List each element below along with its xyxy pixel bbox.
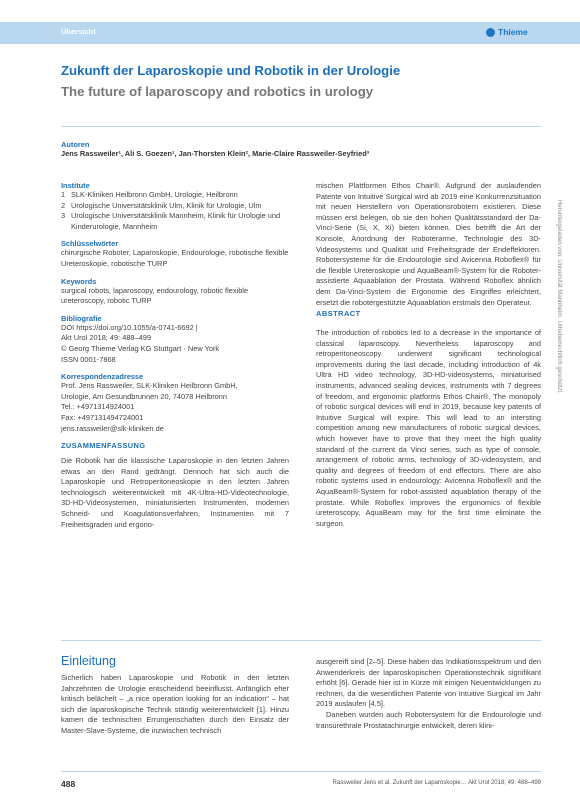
- footer-divider: [61, 771, 541, 772]
- einleitung-heading: Einleitung: [61, 654, 116, 668]
- correspondence-line: Prof. Jens Rassweiler, SLK-Kliniken Heilbronn GmbH,: [61, 381, 238, 391]
- journal-line: Akt Urol 2018; 49: 488–499: [61, 333, 151, 343]
- einleitung-paragraph: Daneben wurden auch Robotersystem für die Endourologie und transurethrale Prostatachirurgie entwickelt, deren klini-: [316, 709, 541, 730]
- issn-line: ISSN 0001-7868: [61, 354, 116, 364]
- keywords-de-text: chirurgische Roboter, Laparoskopie, Endourologie, robotische flexible Ureteroskopie, robotische TURP: [61, 248, 289, 268]
- footer-citation: Rassweiler Jens et al. Zukunft der Laparoskopie… Akt Urol 2018; 49: 488–499: [332, 780, 541, 786]
- affiliation-item: [61, 201, 289, 212]
- affiliation-number: 1: [61, 190, 66, 199]
- download-note: Heruntergeladen von: Universität Mannheim. Urheberrechtlich geschützt.: [556, 200, 562, 394]
- authors-block: [61, 140, 541, 160]
- copyright-line: © Georg Thieme Verlag KG Stuttgart · New York: [61, 343, 220, 353]
- correspondence-label: Korrespondenzadresse: [61, 372, 144, 382]
- correspondence-line: Urologie, Am Gesundbrunnen 20, 74078 Heilbronn: [61, 391, 227, 401]
- authors-label: Autoren: [61, 140, 90, 149]
- authors-names: Jens Rassweiler¹, Ali S. Goezen¹, Jan-Thorsten Klein², Marie-Claire Rassweiler-Seyfried³: [61, 149, 370, 158]
- affiliation-number: 2: [61, 200, 66, 210]
- section-divider: [61, 640, 541, 641]
- abstract-heading: ABSTRACT: [316, 309, 361, 318]
- section-tag: Übersicht: [61, 27, 96, 36]
- correspondence-fax: Fax: +497131494724001: [61, 412, 144, 422]
- einleitung-paragraph: ausgereift sind [2–5]. Diese haben das Indikationsspektrum und den Anwenderkreis der laparoskopischen Operationstechnik signifikant erhöht [6]. Gerade hier ist in Kürze mit einigen Neuentwicklungen zu rechnen, da die wesentlichen Patente von Intuitive Surgical im Jahr 2019 auslaufen [4,5].: [316, 657, 541, 709]
- institute-section: [61, 181, 289, 232]
- bibliography-section: [61, 314, 289, 365]
- einleitung-right-column: [316, 657, 541, 731]
- einleitung-left-column: [61, 673, 289, 737]
- affiliation-item: [61, 211, 289, 232]
- affiliation-text: Urologische Universitätsklinik Ulm, Klinik für Urologie, Ulm: [71, 200, 262, 210]
- thieme-logo-icon: [486, 28, 495, 37]
- einleitung-paragraph: Sicherlich haben Laparoskopie und Robotik in den letzten Jahrzehnten die Urologie entscheidend beeinflusst. Anfänglich eher kritisch belächelt – „a nice operation looking for an indication“ – hat sich die laparoskopische Technik ständig weiterentwickelt [1]. Hinzu kamen die technischen Errungenschaften durch den Einsatz der Master-Slave-Systeme, die inzwischen technisch: [61, 673, 289, 735]
- zusammenfassung-heading: ZUSAMMENFASSUNG: [61, 441, 146, 451]
- publisher-name: Thieme: [498, 27, 528, 37]
- keywords-de-section: [61, 239, 289, 269]
- keywords-en-label: Keywords: [61, 276, 97, 286]
- bibliography-label: Bibliografie: [61, 313, 102, 323]
- affiliation-text: Urologische Universitätsklinik Mannheim, Klinik für Urologie und Kinderurologie, Mannheim: [71, 211, 281, 231]
- abstract-column: [316, 181, 541, 529]
- abstract-text: The introduction of robotics led to a decrease in the importance of classical laparoscopy. Nevertheless laparoscopy and retroperitoneoscopy underwent significant technological improvements during the last decade, including introduction of 4k Ultra HD video technology, 3D-HD-videosystems, miniaturised instruments, advanced sealing devices, instruments with 7 degrees of freedom, and ergonomic platforms Ethos Chair®. The monopoly of robotic surgical devices will end in 2019, because key patents of Intuitive Surgical will expire. This will lead to an intersting competition among new manufacturers of robotic surgical devices, which however have to prove that they meet the high quality standard of the current da Vinci series, such as type of console, arrangement of robotic arms, technology of 3D-videosystem, and quality and degrees of freedom of end effectors. There are also robotic systems used in endourology: Avicenna Roboflex® and the AquaBeam®-System for robot-assisted aquablation therapy of the prostate. While Roboflex improves the ergonomics of flexible ureteroscopy, AquaBeam may for the first time eliminate the surgeon.: [316, 328, 541, 528]
- correspondence-section: [61, 372, 289, 434]
- doi-line[interactable]: DOI https://doi.org/10.1055/a-0741-6692 |: [61, 322, 198, 332]
- keywords-en-section: [61, 277, 289, 307]
- correspondence-phone: Tel.: +4971314924001: [61, 402, 135, 412]
- article-title-german: Zukunft der Laparoskopie und Robotik in der Urologie: [61, 63, 401, 78]
- page-number: 488: [61, 779, 76, 789]
- metadata-column: [61, 181, 289, 556]
- title-divider: [61, 126, 541, 127]
- article-title-english: The future of laparoscopy and robotics in urology: [61, 84, 374, 99]
- zusammenfassung-continued: mischen Plattformen Ethos Chair®. Aufgrund der auslaufenden Patente von Intuitive Surgical wird ab 2019 eine Konkurrenzsituation mit neuen Herstellern von Operationsrobotern existieren. Diese müssen erst belegen, ob sie den hohen Qualitätsstandard der Da-Vinci-Serie (Si, X, Xi) bieten können. Dies betrifft die Art der Konsole, Anordnung der Roboterarme, Technologie des 3D-Videosystems und Qualität und Freiheitsgrade der Endeffektoren. Robotersysteme für die Endourologie sind Avicenna Roboflex® für die flexible Ureteroskopie und AquaBeam®-System für die Roboter-assistierte Aquaablation der Prostata. Während Roboflex ähnlich dem Da-Vinci-System die Ergonomie des Eingriffes erleichtert, ersetzt die robotergestützte Aquaablation erstmals den Operateur.: [316, 181, 541, 307]
- keywords-en-text: surgical robots, laparoscopy, endourology, robotic flexible ureteroscopy, robotic TURP: [61, 285, 249, 306]
- correspondence-email[interactable]: jens.rassweiler@slk-kliniken.de: [61, 423, 164, 433]
- publisher-logo: [486, 27, 528, 37]
- affiliation-text: SLK-Kliniken Heilbronn GmbH, Urologie, Heilbronn: [71, 190, 238, 199]
- affiliation-item: [61, 190, 289, 201]
- affiliation-number: 3: [61, 211, 66, 221]
- keywords-de-label: Schlüsselwörter: [61, 239, 119, 249]
- institute-label: Institute: [61, 181, 90, 190]
- zusammenfassung-text: Die Robotik hat die klassische Laparoskopie in den letzten Jahren etwas an den Rand gedrängt. Dennoch hat sich auch die Laparoskopie und Retroperitoneoskopie in den letzten Jahren technologisch weiterentwickelt mit 4K-Ultra-HD-Videotechnologie, 3D-HD-Videosystemen, miniaturisierten Instrumenten, modernen Schneid- und Koagulationsverfahren, Instrumenten mit 7 Freiheitsgraden und ergono-: [61, 456, 289, 529]
